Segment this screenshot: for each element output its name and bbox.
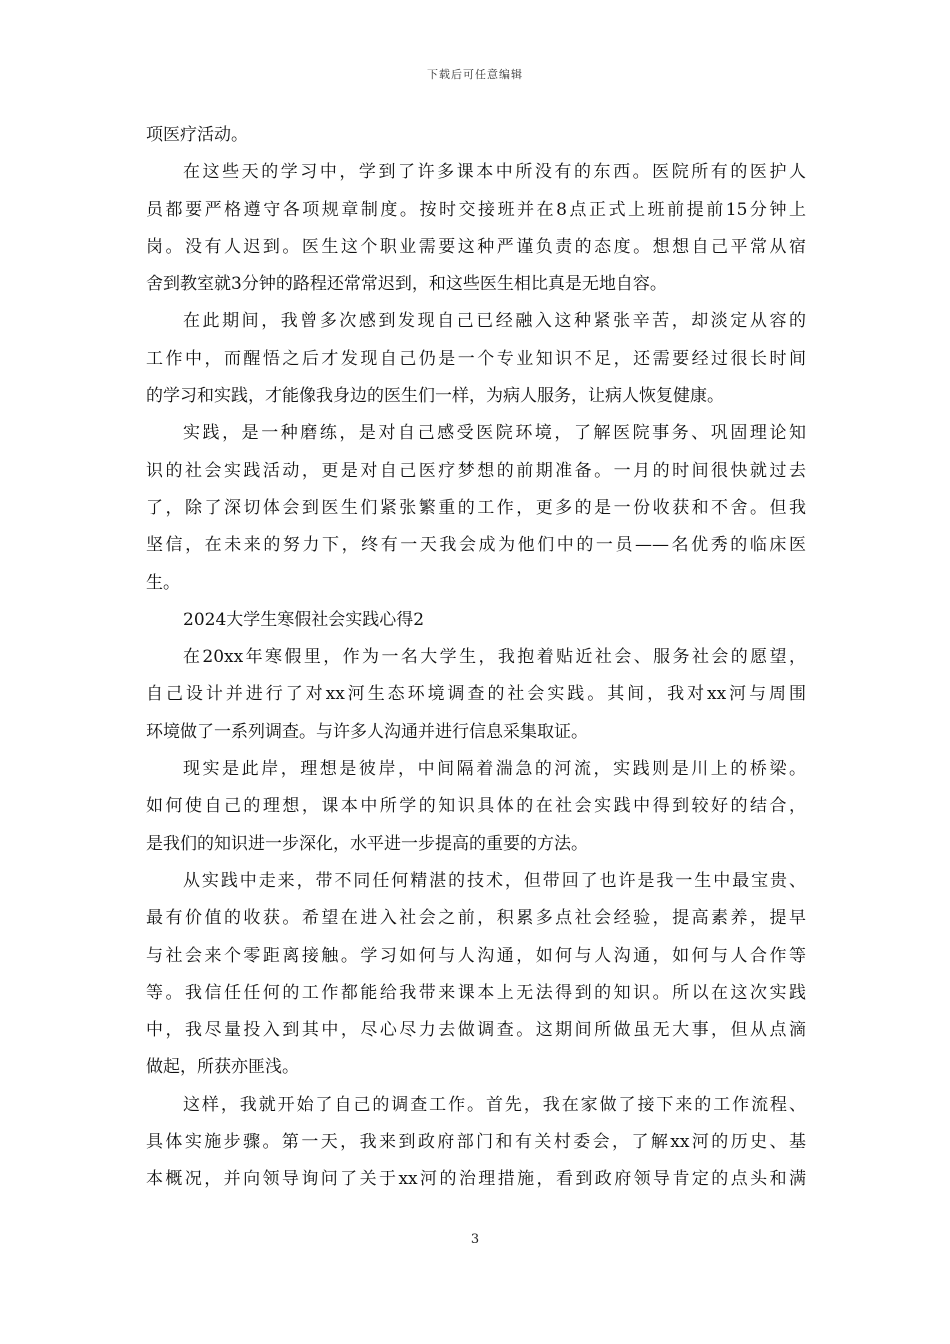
text-line: 的学习和实践，才能像我身边的医生们一样，为病人服务，让病人恢复健康。 bbox=[146, 386, 724, 407]
text-line: 本概况，并向领导询问了关于xx河的治理措施，看到政府领导肯定的点头和满 bbox=[146, 1169, 806, 1190]
text-line: 工作中，而醒悟之后才发现自己仍是一个专业知识不足，还需要经过很长时间 bbox=[146, 348, 806, 369]
text-line: 从实践中走来，带不同任何精湛的技术，但带回了也许是我一生中最宝贵、 bbox=[183, 870, 806, 891]
text-line: 项医疗活动。 bbox=[146, 125, 248, 145]
text-line: 现实是此岸，理想是彼岸，中间隔着湍急的河流，实践则是川上的桥梁。 bbox=[183, 759, 806, 780]
text-line: 实践，是一种磨练，是对自己感受医院环境，了解医院事务、巩固理论知 bbox=[183, 423, 806, 444]
text-line: 岗。没有人迟到。医生这个职业需要这种严谨负责的态度。想想自己平常从宿 bbox=[146, 236, 806, 257]
text-line: 中，我尽量投入到其中，尽心尽力去做调查。这期间所做虽无大事，但从点滴 bbox=[146, 1020, 806, 1041]
text-line: 是我们的知识进一步深化，水平进一步提高的重要的方法。 bbox=[146, 833, 588, 854]
text-line: 在20xx年寒假里，作为一名大学生，我抱着贴近社会、服务社会的愿望， bbox=[183, 647, 806, 668]
text-line: 在此期间，我曾多次感到发现自己已经融入这种紧张辛苦，却淡定从容的 bbox=[183, 311, 806, 332]
document-body bbox=[146, 117, 806, 1199]
page-number: 3 bbox=[470, 1232, 480, 1247]
text-line: 生。 bbox=[146, 572, 180, 593]
text-line: 这样，我就开始了自己的调查工作。首先，我在家做了接下来的工作流程、 bbox=[183, 1094, 806, 1115]
text-line: 了，除了深切体会到医生们紧张繁重的工作，更多的是一份收获和不舍。但我 bbox=[146, 497, 806, 518]
section-heading: 2024大学生寒假社会实践心得2 bbox=[183, 609, 425, 630]
text-line: 与社会来个零距离接触。学习如何与人沟通，如何与人沟通，如何与人合作等 bbox=[146, 945, 806, 966]
text-line: 识的社会实践活动，更是对自己医疗梦想的前期准备。一月的时间很快就过去 bbox=[146, 460, 806, 481]
page-header: 下载后可任意编辑 bbox=[427, 68, 523, 81]
text-line: 最有价值的收获。希望在进入社会之前，积累多点社会经验，提高素养，提早 bbox=[146, 908, 806, 929]
text-line: 环境做了一系列调查。与许多人沟通并进行信息采集取证。 bbox=[146, 721, 588, 742]
text-line: 坚信，在未来的努力下，终有一天我会成为他们中的一员——名优秀的临床医 bbox=[146, 535, 806, 556]
text-line: 等。我信任任何的工作都能给我带来课本上无法得到的知识。所以在这次实践 bbox=[146, 982, 806, 1003]
text-line: 自己设计并进行了对xx河生态环境调查的社会实践。其间，我对xx河与周围 bbox=[146, 684, 806, 705]
text-line: 如何使自己的理想，课本中所学的知识具体的在社会实践中得到较好的结合， bbox=[146, 796, 806, 817]
text-line: 具体实施步骤。第一天，我来到政府部门和有关村委会，了解xx河的历史、基 bbox=[146, 1132, 806, 1153]
text-line: 做起，所获亦匪浅。 bbox=[146, 1057, 299, 1078]
text-line: 舍到教室就3分钟的路程还常常迟到，和这些医生相比真是无地自容。 bbox=[146, 274, 667, 295]
text-line: 员都要严格遵守各项规章制度。按时交接班并在8点正式上班前提前15分钟上 bbox=[146, 199, 806, 220]
text-line: 在这些天的学习中，学到了许多课本中所没有的东西。医院所有的医护人 bbox=[183, 162, 806, 183]
